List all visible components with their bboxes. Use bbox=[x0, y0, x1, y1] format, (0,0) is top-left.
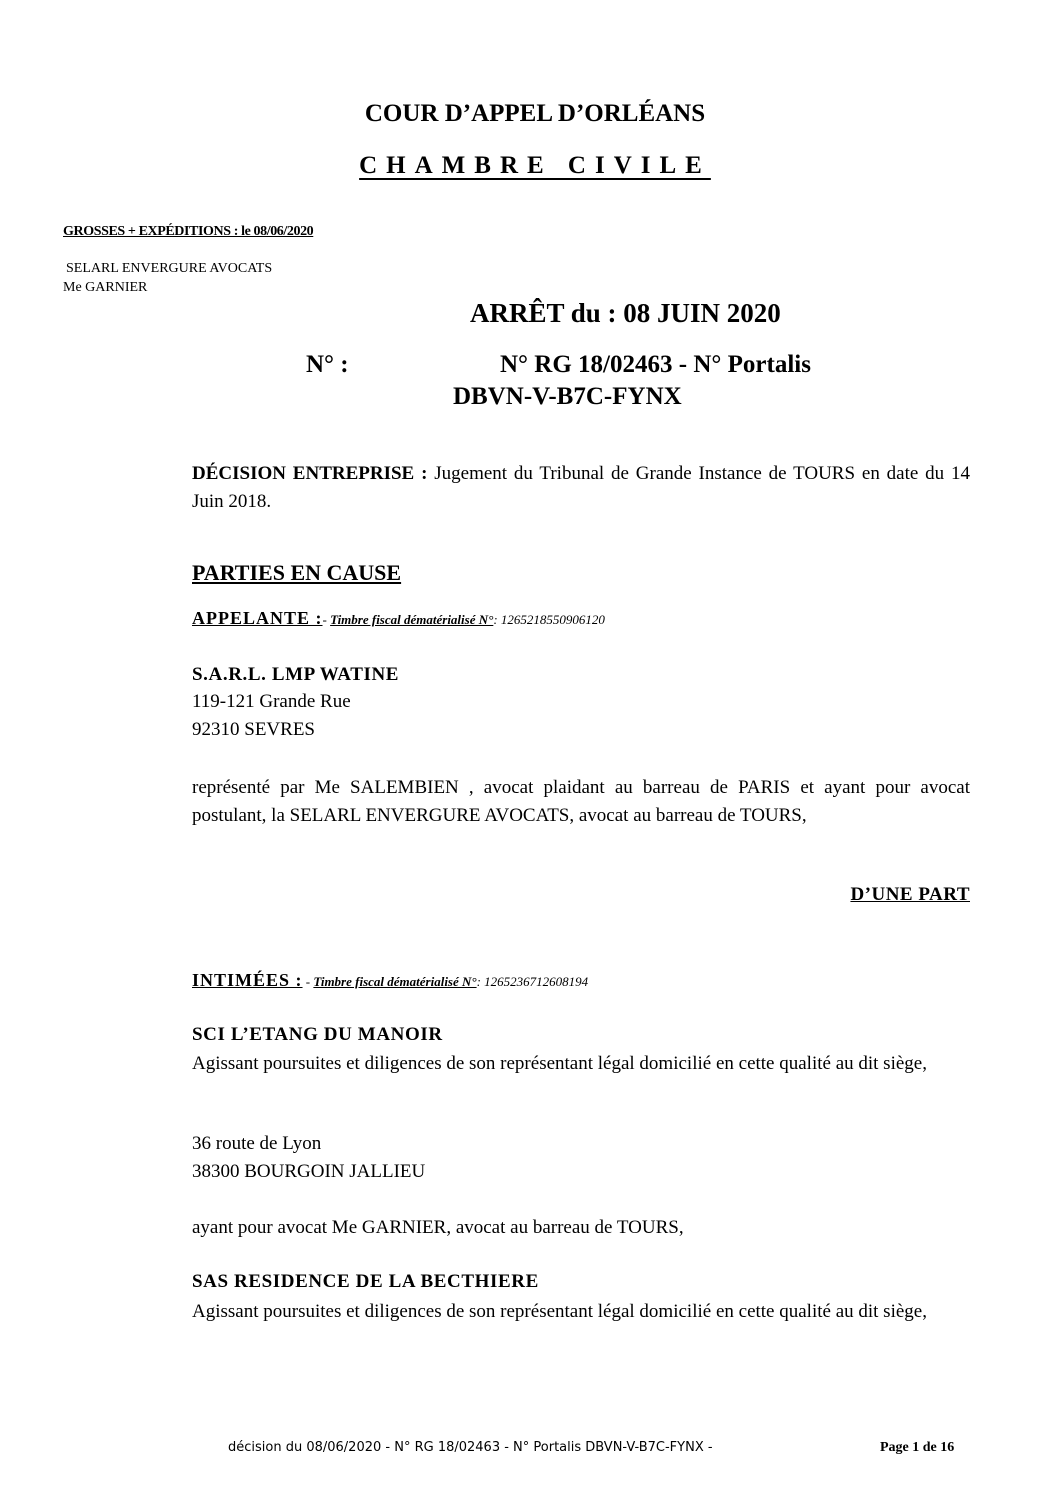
intimee-1-lawyer: ayant pour avocat Me GARNIER, avocat au barreau de TOURS, bbox=[192, 1217, 684, 1238]
chamber-title: CHAMBRE CIVILE bbox=[359, 152, 711, 179]
appelante-role: APPELANTE : bbox=[192, 608, 323, 628]
intimee-1-desc: Agissant poursuites et diligences de son représentant légal domicilié en cette qualité au dit siège, bbox=[192, 1053, 927, 1074]
number-value-line1: N° RG 18/02463 - N° Portalis bbox=[500, 351, 811, 378]
appelante-timbre-number: : 1265218550906120 bbox=[493, 612, 605, 627]
recipient-2: Me GARNIER bbox=[63, 280, 148, 295]
decision-text: Jugement du Tribunal de Grande Instance de TOURS en date du 14 Juin 2018. bbox=[192, 463, 970, 512]
parties-heading: PARTIES EN CAUSE bbox=[192, 560, 402, 585]
appelante-dash: - bbox=[322, 612, 331, 627]
number-label: N° : bbox=[306, 351, 349, 378]
appelante-line bbox=[192, 608, 605, 629]
intimee-2-name: SAS RESIDENCE DE LA BECTHIERE bbox=[192, 1271, 539, 1292]
grosses-expeditions: GROSSES + EXPÉDITIONS : le 08/06/2020 bbox=[63, 224, 314, 239]
appelante-address-2: 92310 SEVRES bbox=[192, 719, 315, 740]
appelante-name: S.A.R.L. LMP WATINE bbox=[192, 664, 400, 685]
intimee-1-address-2: 38300 BOURGOIN JALLIEU bbox=[192, 1161, 426, 1182]
page-number: Page 1 de 16 bbox=[880, 1440, 955, 1455]
footer-reference: décision du 08/06/2020 - N° RG 18/02463 - N° Portalis DBVN-V-B7C-FYNX - bbox=[228, 1440, 713, 1455]
appelante-representation: représenté par Me SALEMBIEN , avocat plaidant au barreau de PARIS et ayant pour avocat postulant, la SELARL ENVERGURE AVOCATS, avocat au barreau de TOURS, bbox=[192, 777, 970, 826]
arret-date: ARRÊT du : 08 JUIN 2020 bbox=[470, 298, 781, 328]
intimee-1-address-1: 36 route de Lyon bbox=[192, 1133, 322, 1154]
intimees-timbre-number: : 1265236712608194 bbox=[476, 974, 589, 989]
intimee-2-desc: Agissant poursuites et diligences de son représentant légal domicilié en cette qualité au dit siège, bbox=[192, 1301, 927, 1322]
recipient-1: SELARL ENVERGURE AVOCATS bbox=[66, 261, 273, 276]
appelante-address-1: 119-121 Grande Rue bbox=[192, 691, 351, 712]
intimees-role: INTIMÉES : bbox=[192, 970, 303, 990]
intimee-1-name: SCI L’ETANG DU MANOIR bbox=[192, 1024, 443, 1045]
decision-entreprise bbox=[192, 460, 970, 516]
intimees-dash: - bbox=[302, 974, 314, 989]
dune-part: D’UNE PART bbox=[850, 884, 970, 905]
intimees-line bbox=[192, 970, 588, 991]
intimees-timbre-label: Timbre fiscal dématérialisé N° bbox=[313, 974, 477, 989]
appelante-timbre-label: Timbre fiscal dématérialisé N° bbox=[330, 612, 494, 627]
number-value-line2: DBVN-V-B7C-FYNX bbox=[453, 383, 682, 410]
decision-label: DÉCISION ENTREPRISE : bbox=[192, 463, 428, 484]
court-title: COUR D’APPEL D’ORLÉANS bbox=[364, 100, 706, 127]
